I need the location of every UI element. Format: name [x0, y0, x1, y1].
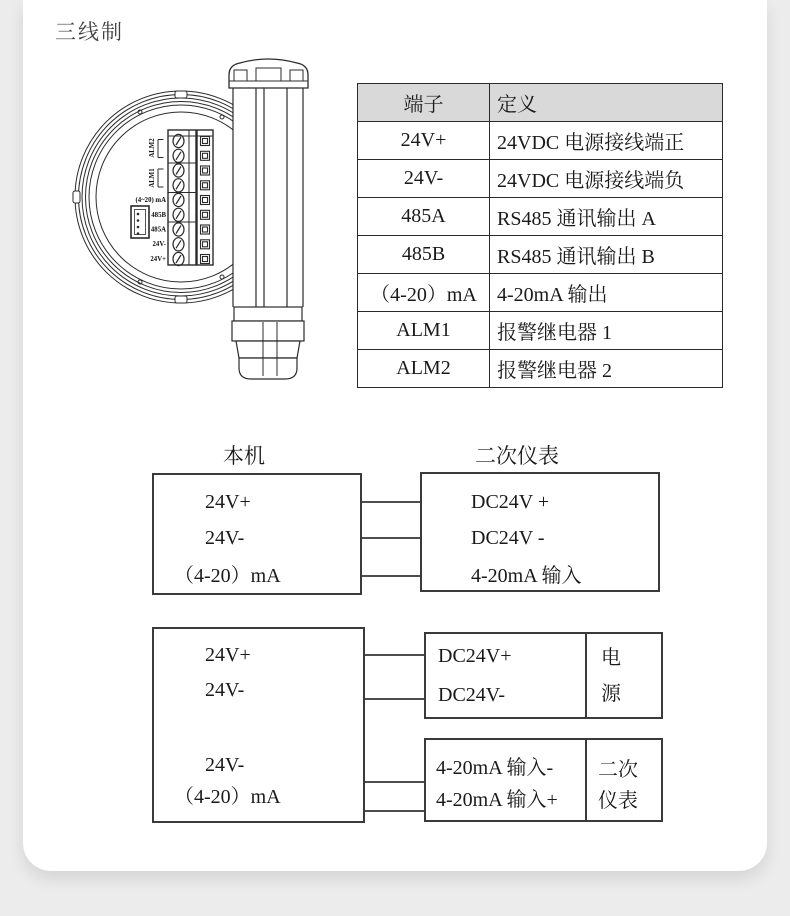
- table-row: [358, 122, 723, 160]
- definition-cell: 报警继电器 1: [490, 312, 723, 350]
- terminal-label-485a: 485A: [150, 226, 166, 234]
- table-row: [358, 198, 723, 236]
- instrument-box-divider: [585, 738, 587, 822]
- diagram1-right-row: 4-20mA 输入: [471, 565, 582, 587]
- alm2-bracket: [158, 140, 164, 158]
- table-row: [358, 160, 723, 198]
- wire-420ma-instrument: [365, 810, 424, 812]
- diagram2-left-row: 24V-: [205, 754, 245, 776]
- definition-cell: RS485 通讯输出 A: [490, 198, 723, 236]
- wire-24vn: [362, 537, 420, 539]
- terminal-cell: ALM1: [358, 312, 490, 350]
- power-box-row: DC24V+: [438, 645, 512, 667]
- table-row: [358, 350, 723, 388]
- diagram1-left-row: 24V-: [205, 527, 245, 549]
- diagram1-right-row: DC24V +: [471, 491, 550, 513]
- terminal-label-485b: 485B: [151, 212, 166, 219]
- table-header-terminal: 端子: [358, 84, 490, 122]
- definition-cell: 24VDC 电源接线端正: [490, 122, 723, 160]
- instrument-box-side-label: 二次: [598, 759, 638, 781]
- table-header-definition: 定义: [490, 84, 723, 122]
- terminal-label-24vn: 24V-: [152, 241, 166, 248]
- terminal-cell: 485A: [358, 198, 490, 236]
- alm1-bracket: [158, 169, 164, 187]
- terminal-cell: 24V-: [358, 160, 490, 198]
- wire-24vn-power: [365, 698, 424, 700]
- terminal-cell: 485B: [358, 236, 490, 274]
- instrument-box-row: 4-20mA 输入+: [436, 789, 558, 811]
- connector-4pin: [131, 206, 149, 238]
- power-box-side-label: 电: [601, 647, 621, 669]
- definition-cell: 24VDC 电源接线端负: [490, 160, 723, 198]
- instrument-box-side-label: 仪表: [598, 790, 638, 812]
- terminal-label-alm2: ALM2: [149, 138, 156, 158]
- power-box-side-label: 源: [601, 683, 621, 705]
- diagram1-left-row: 24V+: [205, 491, 251, 513]
- terminal-label-24vp: 24V+: [150, 256, 166, 263]
- diagram1-right-title: 二次仪表: [475, 444, 559, 468]
- table-row: [358, 274, 723, 312]
- page-title: 三线制: [55, 21, 124, 44]
- power-box-row: DC24V-: [438, 684, 506, 706]
- instrument-box-row: 4-20mA 输入-: [436, 757, 554, 779]
- wire-24vp: [362, 501, 420, 503]
- diagram2-left-row: 24V+: [205, 644, 251, 666]
- definition-cell: 报警继电器 2: [490, 350, 723, 388]
- terminal-definition-table: [357, 83, 723, 388]
- diagram2-left-row: 24V-: [205, 679, 245, 701]
- terminal-cell: （4-20）mA: [358, 274, 490, 312]
- table-header-row: [358, 84, 723, 122]
- power-box-divider: [585, 632, 587, 719]
- terminal-block: [168, 130, 213, 266]
- terminal-label-alm1: ALM1: [149, 168, 156, 188]
- diagram1-right-row: DC24V -: [471, 527, 545, 549]
- terminal-cell: 24V+: [358, 122, 490, 160]
- wire-420ma: [362, 575, 420, 577]
- terminal-cell: ALM2: [358, 350, 490, 388]
- device-body-column: [229, 59, 308, 379]
- wire-24vn-instrument: [365, 781, 424, 783]
- diagram2-left-row: （4-20）mA: [174, 786, 281, 808]
- device-housing-drawing: [55, 55, 325, 395]
- definition-cell: RS485 通讯输出 B: [490, 236, 723, 274]
- table-row: [358, 312, 723, 350]
- table-row: [358, 236, 723, 274]
- wire-24vp-power: [365, 654, 424, 656]
- terminal-label-420ma: (4~20) mA: [135, 197, 166, 204]
- definition-cell: 4-20mA 输出: [490, 274, 723, 312]
- diagram1-left-title: 本机: [223, 444, 265, 468]
- diagram1-left-row: （4-20）mA: [174, 565, 281, 587]
